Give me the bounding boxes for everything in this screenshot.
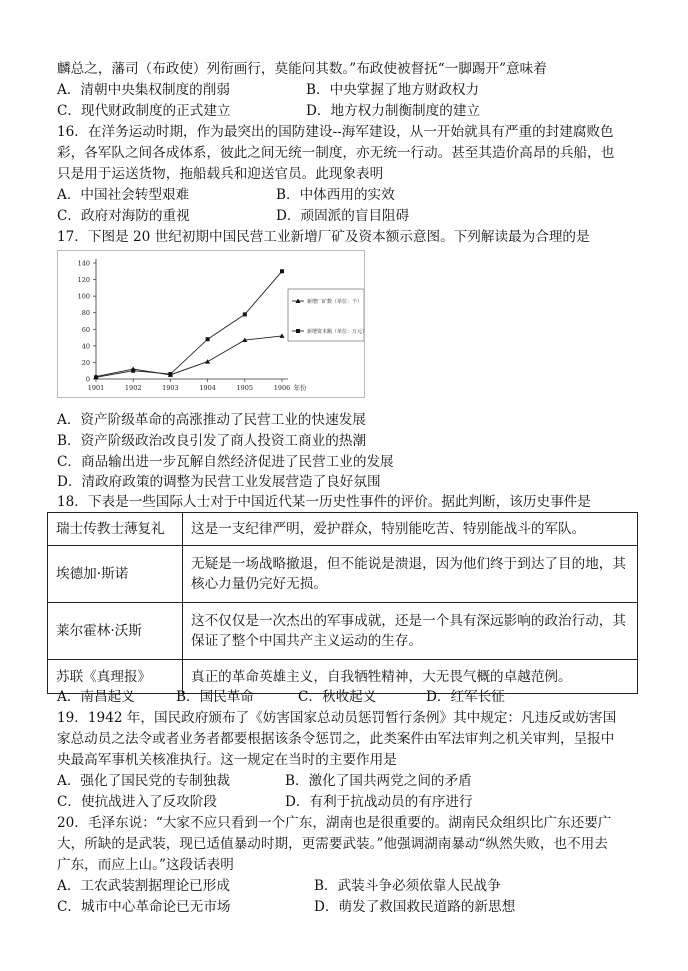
data-point xyxy=(243,312,247,316)
data-point xyxy=(206,337,210,341)
q15-option-d: D．地方权力制衡制度的建立 xyxy=(306,103,481,119)
table-cell-comment xyxy=(183,546,638,603)
x-tick-label: 1901 xyxy=(87,384,105,392)
q20-option-d: D．萌发了救国救民道路的新思想 xyxy=(314,899,516,915)
y-tick-label: 0 xyxy=(85,375,90,384)
q18-option-d: D．红军长征 xyxy=(426,689,505,705)
y-tick-label: 120 xyxy=(77,276,90,285)
legend-label: 新增厂矿数（单位：个） xyxy=(307,299,363,306)
q20-option-a: A．工农武装割据理论已形成 xyxy=(57,878,230,894)
q19-option-a: A．强化了国民党的专制独裁 xyxy=(57,773,230,789)
q15-option-a: A．清朝中央集权制度的削弱 xyxy=(57,82,230,98)
q19-stem-line: 19．1942 年，国民政府颁布了《妨害国家总动员惩罚暂行条例》其中规定：凡违反或妨害国 xyxy=(57,710,617,726)
x-axis-label: 年份 xyxy=(293,384,307,392)
y-tick-label: 60 xyxy=(81,325,90,334)
comment-line: 保证了整个中国共产主义运动的生存。 xyxy=(191,633,423,649)
table-cell-person: 埃德加·斯诺 xyxy=(48,546,183,603)
comment-line: 这不仅仅是一次杰出的军事成就，还是一个具有深远影响的政治行动，其 xyxy=(191,613,626,629)
q19-stem-line: 家总动员之法令或者业务者都要根据该条令惩罚之，此类案件由军法审判之机关审判，呈报中 xyxy=(57,731,615,747)
comment-line: 核心力量仍完好无损。 xyxy=(191,576,327,592)
data-point xyxy=(280,269,284,273)
table-cell-person: 莱尔霍林·沃斯 xyxy=(48,603,183,660)
table-cell-comment xyxy=(183,513,638,546)
table-cell-comment xyxy=(183,603,638,660)
q17-line-chart xyxy=(58,251,364,397)
q16-option-b: B．中体西用的实效 xyxy=(276,187,395,203)
q15-option-b: B．中央掌握了地方财政权力 xyxy=(306,82,480,98)
q16-option-d: D．顽固派的盲目阻碍 xyxy=(276,208,410,224)
q20-stem-line: 广东，而应上山。”这段话表明 xyxy=(57,857,234,873)
q18-option-c: C．秋收起义 xyxy=(298,689,377,705)
q17-option-d: D．清政府政策的调整为民营工业发展营造了良好氛围 xyxy=(57,474,381,490)
data-point xyxy=(168,372,172,376)
q16-option-c: C．政府对海防的重视 xyxy=(57,208,190,224)
legend-marker xyxy=(296,329,300,333)
table-row xyxy=(48,546,638,603)
q20-option-c: C．城市中心革命论已无市场 xyxy=(57,899,231,915)
q18-option-b: B．国民革命 xyxy=(176,689,254,705)
data-point xyxy=(131,369,135,373)
comment-line: 这是一支纪律严明，爱护群众，特别能吃苦、特别能战斗的军队。 xyxy=(191,521,586,537)
y-tick-label: 100 xyxy=(77,292,90,301)
q16-option-a: A．中国社会转型艰难 xyxy=(57,187,190,203)
q19-option-b: B．激化了国共两党之间的矛盾 xyxy=(285,773,472,789)
q16-stem-line: 彩，各军队之间各成体系，彼此之间无统一制度，亦无统一行动。甚至其造价高昂的兵船，也 xyxy=(57,145,615,161)
y-tick-label: 40 xyxy=(81,342,90,351)
q20-stem-line: 20．毛泽东说：“大家不应只看到一个广东，湖南也是很重要的。湖南民众组织比广东还要广 xyxy=(57,815,612,831)
x-tick-label: 1902 xyxy=(124,384,142,392)
x-tick-label: 1905 xyxy=(236,384,254,392)
q17-option-a: A．资产阶级革命的高涨推动了民营工业的快速发展 xyxy=(57,412,366,428)
q19-stem-line: 央最高军事机关核准执行。这一规定在当时的主要作用是 xyxy=(57,752,397,768)
series-line xyxy=(96,271,282,377)
x-tick-label: 1904 xyxy=(199,384,216,392)
q17-chart xyxy=(57,250,365,398)
q16-stem-line: 只是用于运送货物，拖船载兵和迎送官员。此现象表明 xyxy=(57,166,384,182)
y-tick-label: 20 xyxy=(81,358,90,367)
q20-stem-line: 大，所缺的是武装，现已适值暴动时期，更需要武装。”他强调湖南暴动“纵然失败，也不用去 xyxy=(57,836,608,852)
table-cell-person: 瑞士传教士薄复礼 xyxy=(48,513,183,546)
y-tick-label: 140 xyxy=(77,259,90,268)
data-point xyxy=(205,359,210,364)
table-row xyxy=(48,603,638,660)
q18-evaluation-table xyxy=(47,512,638,694)
q17-stem: 17．下图是 20 世纪初期中国民营工业新增厂矿及资本额示意图。下列解读最为合理的是 xyxy=(57,229,590,245)
q18-option-a: A．南昌起义 xyxy=(57,689,135,705)
x-tick-label: 1903 xyxy=(162,384,179,392)
comment-line: 真正的革命英雄主义，自我牺牲精神，大无畏气概的卓越范例。 xyxy=(191,668,572,685)
y-tick-label: 80 xyxy=(81,309,90,318)
legend-label: 新增资本额（单位：万元） xyxy=(307,329,364,336)
table-cell-person: 苏联《真理报》 xyxy=(48,660,183,694)
q19-option-c: C．使抗战进入了反攻阶段 xyxy=(57,794,217,810)
q18-stem: 18．下表是一些国际人士对于中国近代某一历史性事件的评价。据此判断，该历史事件是 xyxy=(57,494,591,510)
comment-line: 无疑是一场战略撤退，但不能说是溃退，因为他们终于到达了目的地，其 xyxy=(191,556,626,572)
q15-option-c: C．现代财政制度的正式建立 xyxy=(57,103,231,119)
q17-option-c: C．商品输出进一步瓦解自然经济促进了民营工业的发展 xyxy=(57,454,394,470)
table-row xyxy=(48,513,638,546)
q17-option-b: B．资产阶级政治改良引发了商人投资工商业的热潮 xyxy=(57,433,367,449)
data-point xyxy=(94,375,98,379)
q16-stem-line: 16．在洋务运动时期，作为最突出的国防建设--海军建设，从一开始就具有严重的封建腐败色 xyxy=(57,124,614,140)
q15-stem-cont: 麟总之，藩司（布政使）列衔画行，莫能问其数。”布政使被督抚“一脚踢开”意味着 xyxy=(57,61,547,77)
x-tick-label: 1906 xyxy=(273,384,291,392)
q20-option-b: B．武装斗争必须依靠人民战争 xyxy=(314,878,501,894)
q19-option-d: D．有利于抗战动员的有序进行 xyxy=(285,794,473,810)
